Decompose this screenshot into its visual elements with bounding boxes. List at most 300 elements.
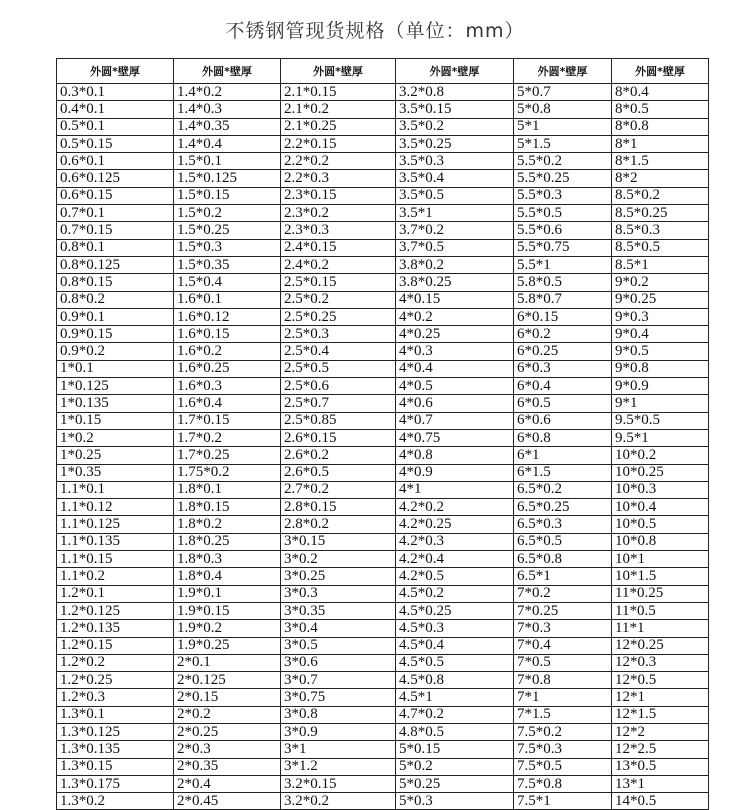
spec-cell: 1.1*0.135 [57, 533, 174, 550]
spec-cell: 3.2*0.15 [281, 775, 396, 792]
spec-cell: 4*1 [396, 481, 514, 498]
spec-cell: 1.5*0.4 [174, 274, 281, 291]
spec-cell: 11*1 [612, 620, 709, 637]
spec-cell: 4*0.6 [396, 395, 514, 412]
table-row [57, 775, 709, 792]
spec-cell: 4*0.15 [396, 291, 514, 308]
spec-cell: 1.4*0.2 [174, 84, 281, 101]
spec-cell: 1.1*0.1 [57, 481, 174, 498]
spec-cell: 12*0.5 [612, 672, 709, 689]
spec-cell: 9*0.8 [612, 360, 709, 377]
spec-cell: 4.2*0.4 [396, 551, 514, 568]
spec-cell: 2.3*0.2 [281, 205, 396, 222]
spec-cell: 12*0.25 [612, 637, 709, 654]
table-row [57, 464, 709, 481]
spec-cell: 2.8*0.15 [281, 499, 396, 516]
spec-cell: 5*0.15 [396, 741, 514, 758]
table-row [57, 308, 709, 325]
spec-cell: 0.5*0.1 [57, 118, 174, 135]
spec-cell: 5*0.3 [396, 793, 514, 810]
table-row [57, 481, 709, 498]
spec-cell: 3.5*1 [396, 205, 514, 222]
table-row [57, 568, 709, 585]
spec-cell: 4.5*0.8 [396, 672, 514, 689]
spec-cell: 3*0.7 [281, 672, 396, 689]
table-row [57, 274, 709, 291]
spec-cell: 3.7*0.2 [396, 222, 514, 239]
spec-cell: 5.8*0.7 [514, 291, 612, 308]
spec-cell: 0.5*0.15 [57, 135, 174, 152]
spec-cell: 6*0.4 [514, 378, 612, 395]
table-row [57, 741, 709, 758]
spec-cell: 5.5*0.2 [514, 153, 612, 170]
spec-cell: 3.2*0.8 [396, 84, 514, 101]
spec-cell: 1.5*0.1 [174, 153, 281, 170]
table-row [57, 447, 709, 464]
spec-cell: 1.3*0.2 [57, 793, 174, 810]
spec-cell: 4.5*0.25 [396, 602, 514, 619]
spec-cell: 1.5*0.35 [174, 256, 281, 273]
column-header: 外圆*壁厚 [281, 59, 396, 84]
table-row [57, 706, 709, 723]
spec-cell: 1.8*0.4 [174, 568, 281, 585]
spec-cell: 3.5*0.3 [396, 153, 514, 170]
spec-cell: 3.5*0.15 [396, 101, 514, 118]
spec-cell: 2*0.25 [174, 723, 281, 740]
table-row [57, 101, 709, 118]
spec-cell: 9*0.25 [612, 291, 709, 308]
spec-cell: 2.5*0.85 [281, 412, 396, 429]
spec-cell: 2.2*0.2 [281, 153, 396, 170]
spec-cell: 3.5*0.25 [396, 135, 514, 152]
spec-cell: 7*0.5 [514, 654, 612, 671]
spec-cell: 4.2*0.25 [396, 516, 514, 533]
spec-cell: 7.5*0.8 [514, 775, 612, 792]
spec-cell: 2.8*0.2 [281, 516, 396, 533]
page-title: 不锈钢管现货规格（单位：mm） [225, 20, 525, 42]
spec-cell: 3.8*0.2 [396, 256, 514, 273]
spec-cell: 3*0.2 [281, 551, 396, 568]
spec-cell: 1.6*0.15 [174, 326, 281, 343]
table-row [57, 672, 709, 689]
spec-cell: 12*2.5 [612, 741, 709, 758]
spec-cell: 9*0.9 [612, 378, 709, 395]
spec-cell: 2.5*0.3 [281, 326, 396, 343]
spec-cell: 2*0.1 [174, 654, 281, 671]
spec-table [56, 58, 709, 810]
spec-cell: 3*1 [281, 741, 396, 758]
column-header: 外圆*壁厚 [174, 59, 281, 84]
table-row [57, 585, 709, 602]
spec-cell: 8*1 [612, 135, 709, 152]
spec-cell: 1.1*0.2 [57, 568, 174, 585]
spec-cell: 6*0.5 [514, 395, 612, 412]
spec-cell: 0.7*0.1 [57, 205, 174, 222]
spec-cell: 2*0.2 [174, 706, 281, 723]
spec-cell: 1.6*0.1 [174, 291, 281, 308]
spec-cell: 2.1*0.25 [281, 118, 396, 135]
spec-cell: 7*1 [514, 689, 612, 706]
spec-cell: 4.2*0.3 [396, 533, 514, 550]
spec-cell: 8*2 [612, 170, 709, 187]
spec-cell: 2.3*0.3 [281, 222, 396, 239]
spec-cell: 4*0.3 [396, 343, 514, 360]
table-row [57, 723, 709, 740]
spec-cell: 4.5*1 [396, 689, 514, 706]
spec-cell: 0.7*0.15 [57, 222, 174, 239]
spec-cell: 6*0.25 [514, 343, 612, 360]
spec-cell: 10*0.3 [612, 481, 709, 498]
spec-cell: 1.6*0.4 [174, 395, 281, 412]
spec-cell: 1.9*0.25 [174, 637, 281, 654]
spec-cell: 1.2*0.1 [57, 585, 174, 602]
spec-cell: 4*0.7 [396, 412, 514, 429]
spec-cell: 5.5*0.75 [514, 239, 612, 256]
column-header: 外圆*壁厚 [57, 59, 174, 84]
spec-cell: 2.5*0.2 [281, 291, 396, 308]
table-row [57, 429, 709, 446]
header-row [57, 59, 709, 84]
spec-cell: 8*0.4 [612, 84, 709, 101]
spec-cell: 2.5*0.5 [281, 360, 396, 377]
spec-cell: 1.2*0.25 [57, 672, 174, 689]
spec-cell: 5*0.25 [396, 775, 514, 792]
spec-cell: 6*1 [514, 447, 612, 464]
spec-cell: 12*1 [612, 689, 709, 706]
spec-cell: 3*0.25 [281, 568, 396, 585]
spec-cell: 0.9*0.2 [57, 343, 174, 360]
spec-cell: 2.4*0.2 [281, 256, 396, 273]
spec-cell: 14*0.5 [612, 793, 709, 810]
spec-cell: 0.3*0.1 [57, 84, 174, 101]
spec-cell: 1*0.135 [57, 395, 174, 412]
spec-cell: 1.2*0.3 [57, 689, 174, 706]
spec-cell: 1.2*0.15 [57, 637, 174, 654]
table-row [57, 153, 709, 170]
spec-cell: 2.2*0.3 [281, 170, 396, 187]
spec-cell: 2.5*0.4 [281, 343, 396, 360]
table-row [57, 84, 709, 101]
spec-cell: 7.5*0.3 [514, 741, 612, 758]
spec-cell: 1.1*0.15 [57, 551, 174, 568]
spec-cell: 7*0.3 [514, 620, 612, 637]
spec-cell: 5.5*0.3 [514, 187, 612, 204]
spec-cell: 2.6*0.2 [281, 447, 396, 464]
spec-cell: 1.5*0.2 [174, 205, 281, 222]
table-row [57, 654, 709, 671]
table-row [57, 620, 709, 637]
column-header: 外圆*壁厚 [612, 59, 709, 84]
spec-cell: 7*0.8 [514, 672, 612, 689]
table-row [57, 187, 709, 204]
spec-cell: 1.5*0.3 [174, 239, 281, 256]
spec-cell: 1.8*0.25 [174, 533, 281, 550]
spec-cell: 4*0.75 [396, 429, 514, 446]
table-row [57, 135, 709, 152]
spec-cell: 7.5*0.2 [514, 723, 612, 740]
spec-cell: 1*0.1 [57, 360, 174, 377]
spec-cell: 1.2*0.125 [57, 602, 174, 619]
spec-cell: 1.7*0.15 [174, 412, 281, 429]
spec-cell: 2.1*0.15 [281, 84, 396, 101]
spec-cell: 2.4*0.15 [281, 239, 396, 256]
spec-cell: 1.4*0.4 [174, 135, 281, 152]
spec-cell: 0.6*0.125 [57, 170, 174, 187]
spec-cell: 12*2 [612, 723, 709, 740]
spec-cell: 5*1.5 [514, 135, 612, 152]
spec-cell: 1.5*0.15 [174, 187, 281, 204]
spec-cell: 10*0.5 [612, 516, 709, 533]
table-row [57, 395, 709, 412]
spec-cell: 1.9*0.15 [174, 602, 281, 619]
spec-cell: 4.5*0.2 [396, 585, 514, 602]
spec-cell: 1.2*0.135 [57, 620, 174, 637]
spec-cell: 1.3*0.1 [57, 706, 174, 723]
spec-cell: 1.6*0.25 [174, 360, 281, 377]
spec-cell: 3*0.9 [281, 723, 396, 740]
spec-cell: 0.8*0.15 [57, 274, 174, 291]
spec-cell: 4*0.4 [396, 360, 514, 377]
spec-cell: 2*0.35 [174, 758, 281, 775]
spec-cell: 0.8*0.125 [57, 256, 174, 273]
spec-cell: 4.5*0.3 [396, 620, 514, 637]
spec-cell: 1.75*0.2 [174, 464, 281, 481]
spec-cell: 3*0.6 [281, 654, 396, 671]
spec-cell: 4*0.8 [396, 447, 514, 464]
spec-cell: 3*0.4 [281, 620, 396, 637]
spec-cell: 9*0.4 [612, 326, 709, 343]
spec-cell: 11*0.5 [612, 602, 709, 619]
spec-cell: 8.5*0.3 [612, 222, 709, 239]
spec-cell: 6.5*0.25 [514, 499, 612, 516]
table-row [57, 118, 709, 135]
spec-cell: 4*0.5 [396, 378, 514, 395]
spec-cell: 1*0.15 [57, 412, 174, 429]
spec-cell: 9*0.5 [612, 343, 709, 360]
spec-cell: 5.5*0.6 [514, 222, 612, 239]
spec-cell: 3.2*0.2 [281, 793, 396, 810]
spec-cell: 0.8*0.2 [57, 291, 174, 308]
spec-cell: 8*1.5 [612, 153, 709, 170]
spec-cell: 2*0.3 [174, 741, 281, 758]
spec-cell: 4*0.9 [396, 464, 514, 481]
spec-cell: 8.5*0.5 [612, 239, 709, 256]
spec-cell: 7.5*1 [514, 793, 612, 810]
table-row [57, 516, 709, 533]
column-header: 外圆*壁厚 [514, 59, 612, 84]
spec-cell: 3*0.3 [281, 585, 396, 602]
spec-cell: 1*0.2 [57, 429, 174, 446]
spec-cell: 4.7*0.2 [396, 706, 514, 723]
spec-cell: 9.5*1 [612, 429, 709, 446]
spec-cell: 11*0.25 [612, 585, 709, 602]
spec-cell: 1.5*0.125 [174, 170, 281, 187]
spec-cell: 6.5*0.2 [514, 481, 612, 498]
spec-cell: 13*1 [612, 775, 709, 792]
spec-cell: 2.7*0.2 [281, 481, 396, 498]
spec-cell: 1.2*0.2 [57, 654, 174, 671]
spec-cell: 2.5*0.6 [281, 378, 396, 395]
table-row [57, 602, 709, 619]
spec-cell: 3.8*0.25 [396, 274, 514, 291]
spec-cell: 3*1.2 [281, 758, 396, 775]
spec-cell: 10*0.2 [612, 447, 709, 464]
spec-cell: 1.1*0.12 [57, 499, 174, 516]
spec-cell: 6*0.2 [514, 326, 612, 343]
spec-cell: 1.3*0.135 [57, 741, 174, 758]
table-row [57, 256, 709, 273]
spec-cell: 10*1.5 [612, 568, 709, 585]
table-row [57, 205, 709, 222]
spec-cell: 1.6*0.3 [174, 378, 281, 395]
spec-cell: 10*0.8 [612, 533, 709, 550]
spec-cell: 1.7*0.25 [174, 447, 281, 464]
spec-cell: 8.5*0.2 [612, 187, 709, 204]
spec-cell: 9*1 [612, 395, 709, 412]
spec-cell: 1.7*0.2 [174, 429, 281, 446]
spec-cell: 10*0.4 [612, 499, 709, 516]
table-row [57, 793, 709, 810]
spec-cell: 10*1 [612, 551, 709, 568]
spec-cell: 1.9*0.1 [174, 585, 281, 602]
table-body [57, 84, 709, 810]
spec-cell: 7*0.2 [514, 585, 612, 602]
spec-cell: 0.9*0.15 [57, 326, 174, 343]
table-row [57, 378, 709, 395]
spec-cell: 3.7*0.5 [396, 239, 514, 256]
spec-cell: 3*0.75 [281, 689, 396, 706]
spec-cell: 6.5*1 [514, 568, 612, 585]
spec-cell: 8.5*0.25 [612, 205, 709, 222]
table-row [57, 689, 709, 706]
spec-cell: 1.1*0.125 [57, 516, 174, 533]
table-row [57, 533, 709, 550]
spec-cell: 6*0.15 [514, 308, 612, 325]
spec-cell: 6.5*0.5 [514, 533, 612, 550]
spec-cell: 0.4*0.1 [57, 101, 174, 118]
spec-cell: 2.1*0.2 [281, 101, 396, 118]
spec-cell: 6*0.3 [514, 360, 612, 377]
spec-cell: 6*1.5 [514, 464, 612, 481]
spec-cell: 8.5*1 [612, 256, 709, 273]
spec-cell: 5*1 [514, 118, 612, 135]
spec-cell: 1.6*0.2 [174, 343, 281, 360]
spec-cell: 5*0.8 [514, 101, 612, 118]
spec-cell: 0.6*0.1 [57, 153, 174, 170]
column-header: 外圆*壁厚 [396, 59, 514, 84]
spec-cell: 4.2*0.2 [396, 499, 514, 516]
spec-cell: 0.9*0.1 [57, 308, 174, 325]
spec-cell: 1.8*0.3 [174, 551, 281, 568]
spec-cell: 5.5*0.5 [514, 205, 612, 222]
spec-cell: 6.5*0.3 [514, 516, 612, 533]
spec-cell: 9*0.2 [612, 274, 709, 291]
spec-cell: 2*0.125 [174, 672, 281, 689]
spec-cell: 3*0.5 [281, 637, 396, 654]
spec-cell: 1.4*0.3 [174, 101, 281, 118]
spec-cell: 13*0.5 [612, 758, 709, 775]
spec-cell: 1.8*0.1 [174, 481, 281, 498]
table-row [57, 637, 709, 654]
spec-cell: 4.5*0.4 [396, 637, 514, 654]
spec-cell: 4*0.25 [396, 326, 514, 343]
spec-cell: 1.3*0.125 [57, 723, 174, 740]
spec-cell: 3.5*0.4 [396, 170, 514, 187]
table-row [57, 170, 709, 187]
spec-cell: 6*0.6 [514, 412, 612, 429]
table-row [57, 551, 709, 568]
spec-cell: 9.5*0.5 [612, 412, 709, 429]
spec-cell: 1.3*0.15 [57, 758, 174, 775]
spec-cell: 4*0.2 [396, 308, 514, 325]
table-row [57, 758, 709, 775]
spec-cell: 3.5*0.2 [396, 118, 514, 135]
spec-cell: 2*0.15 [174, 689, 281, 706]
spec-cell: 1*0.125 [57, 378, 174, 395]
table-row [57, 239, 709, 256]
spec-cell: 12*0.3 [612, 654, 709, 671]
table-row [57, 499, 709, 516]
spec-cell: 5*0.2 [396, 758, 514, 775]
spec-cell: 8*0.5 [612, 101, 709, 118]
spec-cell: 5.5*0.25 [514, 170, 612, 187]
spec-cell: 7*0.4 [514, 637, 612, 654]
spec-cell: 1*0.25 [57, 447, 174, 464]
spec-cell: 3*0.35 [281, 602, 396, 619]
table-row [57, 412, 709, 429]
spec-cell: 10*0.25 [612, 464, 709, 481]
spec-cell: 6.5*0.8 [514, 551, 612, 568]
spec-cell: 1.4*0.35 [174, 118, 281, 135]
table-row [57, 291, 709, 308]
spec-cell: 2.5*0.25 [281, 308, 396, 325]
spec-cell: 12*1.5 [612, 706, 709, 723]
spec-cell: 2*0.45 [174, 793, 281, 810]
spec-cell: 3.5*0.5 [396, 187, 514, 204]
spec-cell: 1.5*0.25 [174, 222, 281, 239]
spec-cell: 2.6*0.15 [281, 429, 396, 446]
spec-cell: 3*0.15 [281, 533, 396, 550]
spec-cell: 7*0.25 [514, 602, 612, 619]
spec-cell: 7.5*0.5 [514, 758, 612, 775]
spec-cell: 7*1.5 [514, 706, 612, 723]
spec-cell: 6*0.8 [514, 429, 612, 446]
spec-cell: 1.9*0.2 [174, 620, 281, 637]
spec-cell: 1*0.35 [57, 464, 174, 481]
spec-cell: 4.5*0.5 [396, 654, 514, 671]
spec-cell: 5*0.7 [514, 84, 612, 101]
spec-cell: 1.3*0.175 [57, 775, 174, 792]
table-row [57, 222, 709, 239]
spec-cell: 4.2*0.5 [396, 568, 514, 585]
spec-cell: 1.6*0.12 [174, 308, 281, 325]
spec-cell: 0.8*0.1 [57, 239, 174, 256]
table-row [57, 343, 709, 360]
spec-cell: 4.8*0.5 [396, 723, 514, 740]
spec-cell: 3*0.8 [281, 706, 396, 723]
spec-cell: 2.6*0.5 [281, 464, 396, 481]
spec-cell: 2.5*0.15 [281, 274, 396, 291]
spec-cell: 0.6*0.15 [57, 187, 174, 204]
spec-cell: 5.5*1 [514, 256, 612, 273]
table-row [57, 326, 709, 343]
table-row [57, 360, 709, 377]
spec-cell: 1.8*0.15 [174, 499, 281, 516]
spec-cell: 9*0.3 [612, 308, 709, 325]
spec-cell: 5.8*0.5 [514, 274, 612, 291]
spec-cell: 8*0.8 [612, 118, 709, 135]
spec-cell: 2.2*0.15 [281, 135, 396, 152]
